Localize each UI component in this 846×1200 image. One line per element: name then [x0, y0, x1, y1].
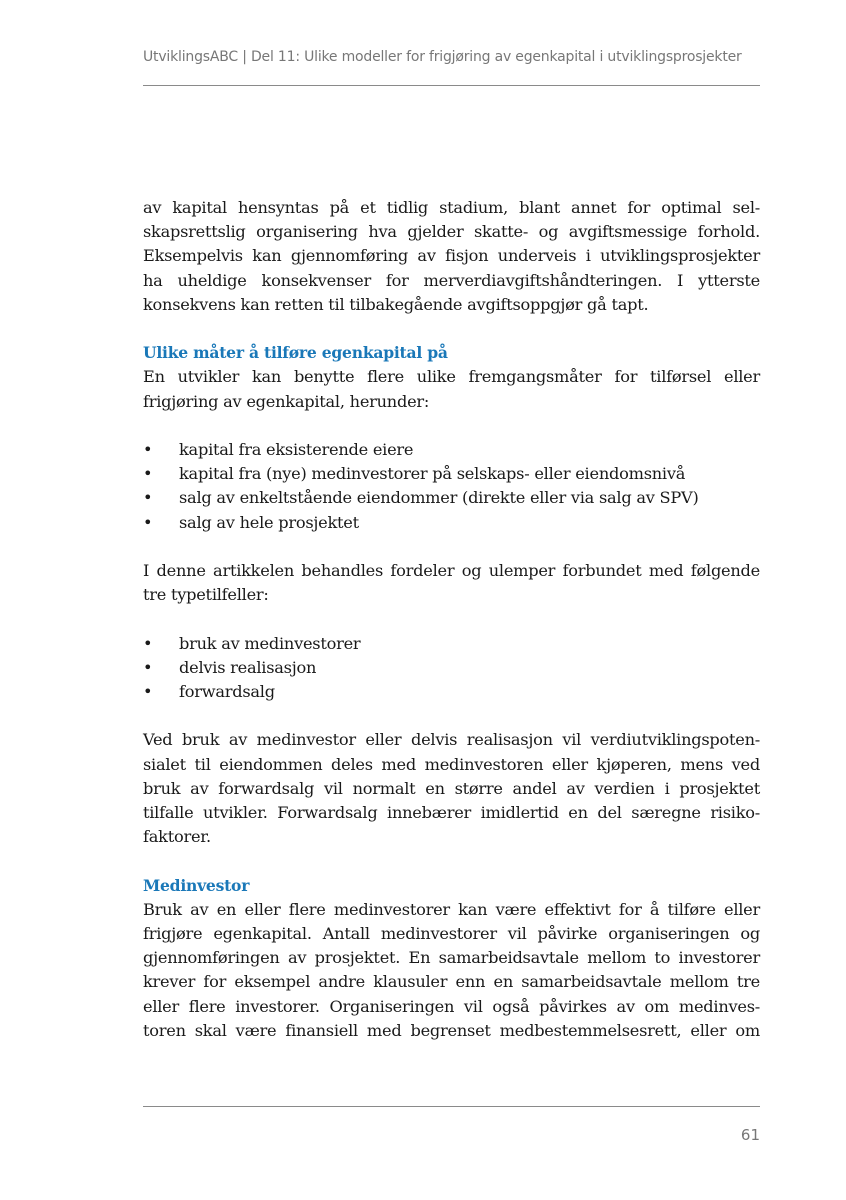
paragraph: [143, 728, 760, 849]
list-item-text: kapital fra eksisterende eiere: [179, 440, 414, 459]
list-item-text: salg av hele prosjektet: [179, 512, 359, 532]
text-line: bruk av forwardsalg vil normalt en større andel av verdien i prosjektet: [143, 778, 760, 798]
paragraph: [143, 559, 760, 607]
text-line: Bruk av en eller flere medinvestorer kan være effektivt for å tilføre eller: [143, 899, 760, 919]
body-text: [143, 196, 760, 1043]
text-line: Ved bruk av medinvestor eller delvis realisasjon vil verdiutviklingspoten-: [143, 730, 760, 750]
bullet-icon: •: [143, 440, 153, 459]
bullet-icon: •: [143, 488, 153, 508]
section-heading: Medinvestor: [143, 875, 250, 895]
text-line: Eksempelvis kan gjennomføring av fisjon underveis i utviklingsprosjekter: [143, 246, 760, 266]
text-line: frigjøre egenkapital. Antall medinvestorer vil påvirke organiseringen og: [143, 924, 760, 943]
list-item-text: forwardsalg: [179, 682, 275, 701]
text-line: konsekvens kan retten til tilbakegående avgiftsoppgjør gå tapt.: [143, 294, 649, 314]
header-divider: [143, 85, 760, 86]
intro-paragraph: [143, 196, 760, 317]
text-line: tre typetilfeller:: [143, 585, 269, 605]
bullet-list: [143, 632, 760, 705]
list-item: [143, 462, 760, 486]
bullet-list: [143, 438, 760, 535]
list-item-text: delvis realisasjon: [179, 657, 317, 677]
list-item: [143, 486, 760, 510]
bullet-icon: •: [143, 464, 153, 484]
text-line: faktorer.: [143, 827, 211, 847]
bullet-icon: •: [143, 682, 153, 701]
list-item-text: bruk av medinvestorer: [179, 633, 361, 653]
list-item-text: salg av enkeltstående eiendommer (direkte eller via salg av SPV): [179, 488, 699, 508]
text-line: av kapital hensyntas på et tidlig stadium, blant annet for optimal sel-: [143, 198, 760, 217]
list-item: [143, 680, 760, 704]
list-item: [143, 632, 760, 656]
text-line: tilfalle utvikler. Forwardsalg innebærer imidlertid en del særegne risiko-: [143, 803, 760, 822]
list-item: [143, 511, 760, 535]
text-line: I denne artikkelen behandles fordeler og ulemper forbundet med følgende: [143, 561, 760, 580]
list-item-text: kapital fra (nye) medinvestorer på selskaps- eller eiendomsnivå: [179, 464, 686, 484]
text-line: eller flere investorer. Organiseringen vil også påvirkes av om medinves-: [143, 996, 760, 1016]
text-line: skapsrettslig organisering hva gjelder skatte- og avgiftsmessige forhold.: [143, 222, 760, 242]
bullet-icon: •: [143, 633, 153, 653]
text-line: En utvikler kan benytte flere ulike fremgangsmåter for tilførsel eller: [143, 367, 760, 387]
text-line: sialet til eiendommen deles med medinvestoren eller kjøperen, mens ved: [143, 754, 760, 774]
bullet-icon: •: [143, 657, 153, 677]
footer-divider: [143, 1106, 760, 1107]
text-line: gjennomføringen av prosjektet. En samarbeidsavtale mellom to investorer: [143, 948, 760, 968]
paragraph: [143, 898, 760, 1043]
page-number: 61: [740, 1126, 760, 1144]
text-line: toren skal være finansiell med begrenset medbestemmelsesrett, eller om: [143, 1020, 760, 1040]
text-line: ha uheldige konsekvenser for merverdiavgiftshåndteringen. I ytterste: [143, 270, 760, 290]
running-header: UtviklingsABC | Del 11: Ulike modeller for frigjøring av egenkapital i utviklingsprosjekter: [143, 49, 742, 65]
text-line: krever for eksempel andre klausuler enn en samarbeidsavtale mellom tre: [143, 972, 760, 992]
section-heading: Ulike måter å tilføre egenkapital på: [143, 343, 448, 363]
bullet-icon: •: [143, 512, 153, 532]
list-item: [143, 656, 760, 680]
paragraph: [143, 365, 760, 413]
text-line: frigjøring av egenkapital, herunder:: [143, 391, 430, 411]
list-item: [143, 438, 760, 462]
